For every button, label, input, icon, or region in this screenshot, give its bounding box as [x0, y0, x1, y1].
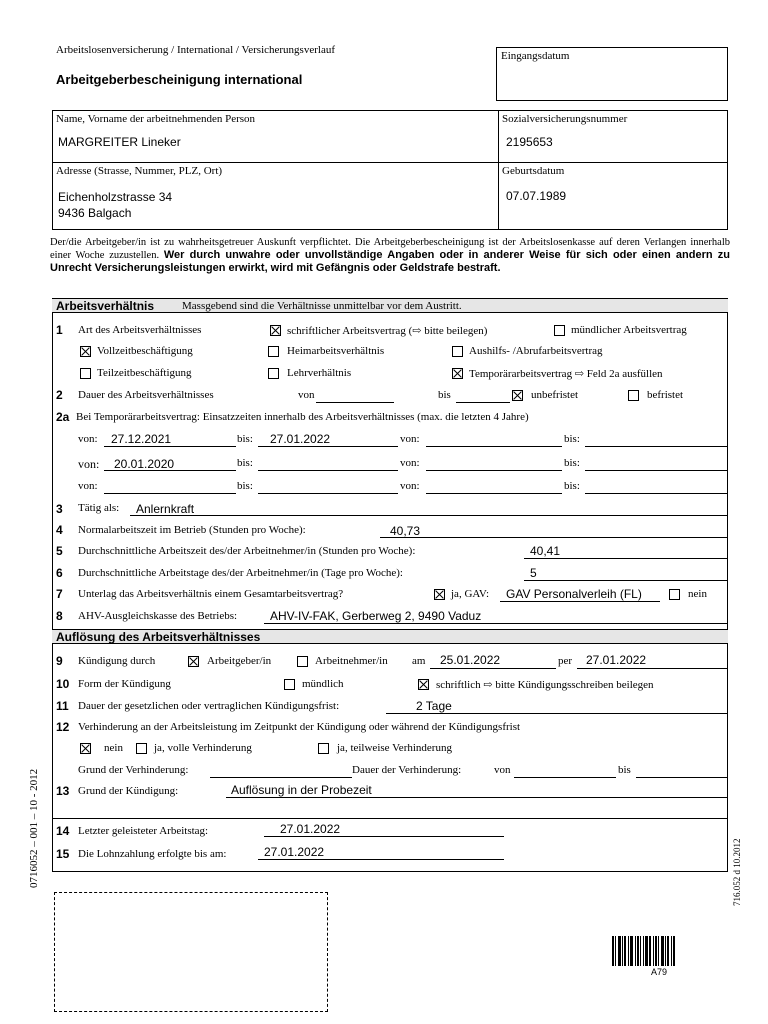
checkbox-unbefristet[interactable]: [512, 390, 523, 401]
section2-title: Auflösung des Arbeitsverhältnisses: [56, 630, 261, 644]
birth-value: 07.07.1989: [506, 189, 567, 203]
checkbox-verhinderung-teil[interactable]: [318, 743, 329, 754]
checkbox-gav-nein[interactable]: [669, 589, 680, 600]
q2a-r3-von-field[interactable]: [104, 480, 236, 494]
q13-number: 13: [56, 784, 70, 798]
q2a-r2-bis2-label: bis:: [564, 457, 580, 469]
q11-label: Dauer der gesetzlichen oder vertraglichen Kündigungsfrist:: [78, 700, 340, 712]
q11-number: 11: [56, 699, 69, 713]
q4-value: 40,73: [390, 524, 421, 538]
section-arbeitsverhaeltnis: [52, 298, 728, 313]
q2a-r1-bis-value: 27.01.2022: [270, 432, 331, 446]
q5-number: 5: [56, 544, 63, 558]
q12-von-label: von: [494, 764, 511, 776]
q9-label: Kündigung durch: [78, 655, 156, 667]
q14-number: 14: [56, 824, 70, 838]
q12-bis-label: bis: [618, 764, 631, 776]
q2a-r2-von2-field[interactable]: [426, 457, 562, 471]
q9-per-value: 27.01.2022: [586, 653, 647, 667]
label-muendlich: mündlicher Arbeitsvertrag: [571, 324, 687, 336]
checkbox-lehr[interactable]: [268, 368, 279, 379]
q2a-r3-bis2-label: bis:: [564, 480, 580, 492]
q5-label: Durchschnittliche Arbeitszeit des/der Arbeitnehmer/in (Stunden pro Woche):: [78, 545, 416, 557]
q3-field[interactable]: [130, 502, 728, 516]
q7-label: Unterlag das Arbeitsverhältnis einem Gesamtarbeitsvertrag?: [78, 588, 344, 600]
q2a-r1-von-label: von:: [78, 433, 98, 445]
q1-number: 1: [56, 323, 63, 337]
q3-number: 3: [56, 502, 63, 516]
label-heimarbeit: Heimarbeitsverhältnis: [287, 345, 385, 357]
barcode-text: A79: [651, 967, 668, 977]
label-unbefristet: unbefristet: [531, 389, 579, 401]
q2a-r2-bis2-field[interactable]: [585, 457, 728, 471]
q4-number: 4: [56, 523, 63, 537]
checkbox-temporaer[interactable]: [452, 368, 463, 379]
q5-value: 40,41: [530, 544, 561, 558]
label-kuendigung-arbeitgeber: Arbeitgeber/in: [207, 655, 272, 667]
q2-number: 2: [56, 388, 63, 402]
q9-number: 9: [56, 654, 63, 668]
q12-grund-label: Grund der Verhinderung:: [78, 764, 189, 776]
label-schriftlich: schriftlicher Arbeitsvertrag (⇨ bitte beilegen): [287, 325, 488, 337]
checkbox-schriftlich[interactable]: [270, 325, 281, 336]
intro-bold: Wer durch unwahre oder unvollständige Angaben oder in anderer Weise für sich oder einen andern zu Unrecht Versicherungsleistungen erwirkt, wird mit Gefängnis oder Geldstrafe bestraft.: [50, 249, 730, 274]
address-line2: 9436 Balgach: [58, 206, 132, 220]
label-kuendigung-arbeitnehmer: Arbeitnehmer/in: [315, 655, 388, 667]
breadcrumb: Arbeitslosenversicherung / International / Versicherungsverlauf: [56, 44, 335, 56]
label-gav-nein: nein: [688, 588, 707, 600]
label-teilzeit: Teilzeitbeschäftigung: [97, 367, 192, 379]
checkbox-verhinderung-nein[interactable]: [80, 743, 91, 754]
birth-label: Geburtsdatum: [502, 165, 565, 177]
q12-dauer-label: Dauer der Verhinderung:: [352, 764, 462, 776]
label-vollzeit: Vollzeitbeschäftigung: [97, 345, 193, 357]
checkbox-teilzeit[interactable]: [80, 368, 91, 379]
checkbox-kuendigung-arbeitgeber[interactable]: [188, 656, 199, 667]
label-verhinderung-teil: ja, teilweise Verhinderung: [337, 742, 452, 754]
q2a-r1-von2-field[interactable]: [426, 433, 562, 447]
q2a-r2-von2-label: von:: [400, 457, 420, 469]
q4-field[interactable]: [380, 524, 728, 538]
label-verhinderung-voll: ja, volle Verhinderung: [154, 742, 252, 754]
name-label: Name, Vorname der arbeitnehmenden Person: [56, 113, 256, 125]
ssn-label: Sozialversicherungsnummer: [502, 113, 628, 125]
q2a-r2-bis-field[interactable]: [258, 457, 398, 471]
q6-number: 6: [56, 566, 63, 580]
section1-title: Arbeitsverhältnis: [56, 299, 155, 313]
eingangsdatum-label: Eingangsdatum: [501, 50, 570, 62]
q14-value: 27.01.2022: [280, 822, 341, 836]
q15-value: 27.01.2022: [264, 845, 325, 859]
q12-label: Verhinderung an der Arbeitsleistung im Zeitpunkt der Kündigung oder während der Kündigungsfrist: [78, 721, 521, 733]
label-befristet: befristet: [647, 389, 684, 401]
address-line1: Eichenholzstrasse 34: [58, 190, 173, 204]
section-aufloesung: [52, 629, 728, 644]
intro-text: [50, 237, 730, 275]
checkbox-form-schriftlich[interactable]: [418, 679, 429, 690]
checkbox-befristet[interactable]: [628, 390, 639, 401]
barcode: [612, 936, 675, 966]
checkbox-heimarbeit[interactable]: [268, 346, 279, 357]
checkbox-kuendigung-arbeitnehmer[interactable]: [297, 656, 308, 667]
q15-label: Die Lohnzahlung erfolgte bis am:: [78, 848, 227, 860]
q2a-r1-bis2-label: bis:: [564, 433, 580, 445]
q13-label: Grund der Kündigung:: [78, 785, 179, 797]
q6-value: 5: [530, 566, 537, 580]
q7-number: 7: [56, 587, 63, 601]
q2-bis-field[interactable]: [456, 389, 510, 403]
gav-value: GAV Personalverleih (FL): [506, 587, 642, 601]
stamp-area: [54, 892, 328, 1012]
ssn-value: 2195653: [506, 135, 553, 149]
address-label: Adresse (Strasse, Nummer, PLZ, Ort): [56, 165, 223, 177]
q2-von-label: von: [298, 389, 315, 401]
q2-bis-label: bis: [438, 389, 451, 401]
q2a-r1-von2-label: von:: [400, 433, 420, 445]
q10-number: 10: [56, 677, 70, 691]
page-title: Arbeitgeberbescheinigung international: [56, 72, 303, 87]
q2a-r1-bis-label: bis:: [237, 433, 253, 445]
q3-label: Tätig als:: [78, 502, 120, 514]
label-aushilfe: Aushilfs- /Abrufarbeitsvertrag: [469, 345, 603, 357]
q2a-label: Bei Temporärarbeitsvertrag: Einsatzzeiten innerhalb des Arbeitsverhältnisses (max. die letzten 4 Jahre): [76, 411, 529, 423]
q3-value: Anlernkraft: [136, 502, 195, 516]
eingangsdatum-box: [496, 47, 728, 101]
label-verhinderung-nein: nein: [104, 742, 123, 754]
label-lehr: Lehrverhältnis: [287, 367, 352, 379]
section1-subtitle: Massgebend sind die Verhältnisse unmittelbar vor dem Austritt.: [182, 300, 462, 312]
q14-label: Letzter geleisteter Arbeitstag:: [78, 825, 209, 837]
q8-number: 8: [56, 609, 63, 623]
q2-von-field[interactable]: [316, 389, 394, 403]
q10-label: Form der Kündigung: [78, 678, 171, 690]
q1-label: Art des Arbeitsverhältnisses: [78, 324, 202, 336]
q2a-r3-von2-label: von:: [400, 480, 420, 492]
label-gav-ja: ja, GAV:: [451, 588, 490, 600]
label-form-schriftlich: schriftlich ⇨ bitte Kündigungsschreiben beilegen: [436, 679, 654, 691]
q15-number: 15: [56, 847, 70, 861]
q2a-r2-bis-label: bis:: [237, 457, 253, 469]
q12-bis-field[interactable]: [636, 764, 728, 778]
intro-normal: Der/die Arbeitgeber/in ist zu wahrheitsgetreuer Auskunft verpflichtet. Die Arbeitgeberbescheinigung ist der Arbeitslosenkasse auf deren Verlangen innerhalb einer Woche zuzustellen.: [50, 237, 730, 261]
side-code-left: 0716052 – 001 – 10 - 2012: [28, 768, 40, 888]
q8-label: AHV-Ausgleichskasse des Betriebs:: [78, 610, 238, 622]
checkbox-muendlich[interactable]: [554, 325, 565, 336]
q12-number: 12: [56, 720, 70, 734]
checkbox-form-muendlich[interactable]: [284, 679, 295, 690]
q2a-number: 2a: [56, 410, 70, 424]
side-code-right: 716.052 d 10.2012: [732, 838, 742, 906]
q6-field[interactable]: [524, 567, 728, 581]
q2a-r3-bis2-field[interactable]: [585, 480, 728, 494]
q6-label: Durchschnittliche Arbeitstage des/der Arbeitnehmer/in (Tage pro Woche):: [78, 567, 403, 579]
q4-label: Normalarbeitszeit im Betrieb (Stunden pro Woche):: [78, 524, 306, 536]
q12-von-field[interactable]: [514, 764, 616, 778]
q2a-r3-bis-label: bis:: [237, 480, 253, 492]
checkbox-aushilfe[interactable]: [452, 346, 463, 357]
label-temporaer: Temporärarbeitsvertrag ⇨ Feld 2a ausfüllen: [469, 368, 663, 380]
checkbox-gav-ja[interactable]: [434, 589, 445, 600]
label-form-muendlich: mündlich: [302, 678, 344, 690]
checkbox-verhinderung-voll[interactable]: [136, 743, 147, 754]
q13-value: Auflösung in der Probezeit: [231, 783, 372, 797]
q9-am-value: 25.01.2022: [440, 653, 501, 667]
q2a-r2-von-label: von:: [78, 457, 100, 471]
q2a-r3-von2-field[interactable]: [426, 480, 562, 494]
q2a-r3-von-label: von:: [78, 480, 98, 492]
q9-per-label: per: [558, 655, 573, 667]
checkbox-vollzeit[interactable]: [80, 346, 91, 357]
q2-label: Dauer des Arbeitsverhältnisses: [78, 389, 214, 401]
q2a-r3-bis-field[interactable]: [258, 480, 398, 494]
q2a-r1-von-value: 27.12.2021: [111, 432, 172, 446]
q12-grund-field[interactable]: [210, 764, 352, 778]
q8-value: AHV-IV-FAK, Gerberweg 2, 9490 Vaduz: [270, 609, 482, 623]
q2a-r1-bis2-field[interactable]: [585, 433, 728, 447]
q2a-r2-von-value: 20.01.2020: [114, 457, 175, 471]
name-value: MARGREITER Lineker: [58, 135, 181, 149]
q9-am-label: am: [412, 655, 426, 667]
q11-value: 2 Tage: [416, 699, 452, 713]
